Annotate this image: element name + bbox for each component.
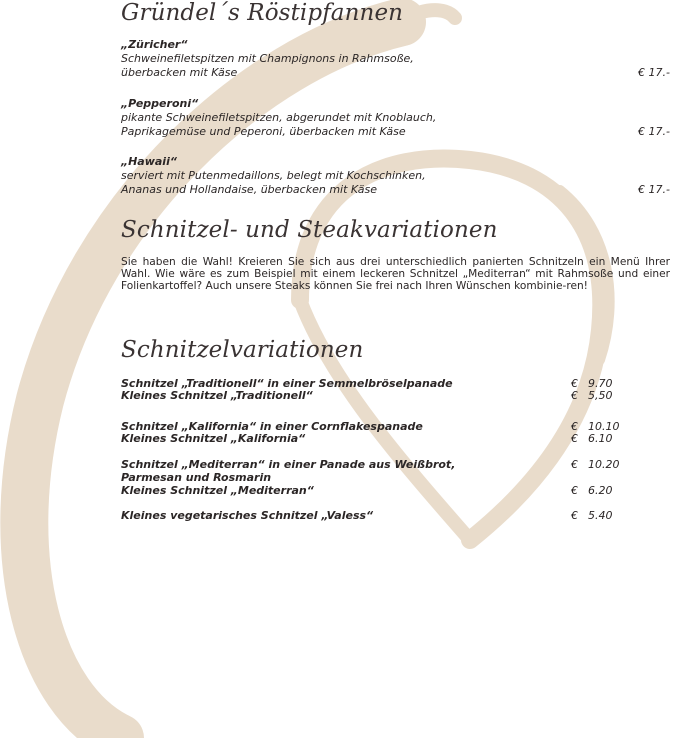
menu-item-price bbox=[571, 459, 620, 471]
dish-description: serviert mit Putenmedaillons, belegt mit Kochschinken, bbox=[121, 169, 426, 182]
currency-symbol: € bbox=[571, 389, 578, 402]
currency-symbol: € bbox=[571, 484, 578, 497]
dish-description: überbacken mit Käse bbox=[121, 66, 238, 79]
price-value: 10.10 bbox=[588, 420, 620, 433]
menu-item-text: Schnitzel „Kalifornia“ in einer Cornflakespanade bbox=[121, 420, 423, 433]
price-value: 10.20 bbox=[588, 458, 620, 471]
section-title-roestipfannen: Gründel´s Röstipfannen bbox=[121, 0, 404, 26]
dish-price: € 17.- bbox=[638, 125, 670, 138]
price-value: 9.70 bbox=[588, 377, 613, 390]
intro-paragraph: Sie haben die Wahl! Kreieren Sie sich aus drei unterschiedlich panierten Schnitzeln ein Menü Ihrer Wahl. Wie wäre es zum Beispiel mit einem leckeren Schnitzel „Mediterran“ mit Rahmsoße und einer Folienkartoffel? Auch unsere Steaks können Sie frei nach Ihren Wünschen kombinie-ren! bbox=[121, 256, 670, 292]
price-value: 6.20 bbox=[588, 484, 613, 497]
menu-item-text: Kleines Schnitzel „Mediterran“ bbox=[121, 484, 314, 497]
menu-item-price bbox=[571, 485, 613, 497]
menu-item-text: Schnitzel „Mediterran“ in einer Panade aus Weißbrot, bbox=[121, 458, 456, 471]
dish-price: € 17.- bbox=[638, 66, 670, 79]
dish-name: „Züricher“ bbox=[121, 38, 188, 51]
menu-item-price bbox=[571, 510, 613, 522]
dish-pepperoni bbox=[121, 97, 436, 139]
dish-zuericher bbox=[121, 38, 414, 80]
currency-symbol: € bbox=[571, 420, 578, 433]
menu-item-text: Parmesan und Rosmarin bbox=[121, 471, 272, 484]
currency-symbol: € bbox=[571, 377, 578, 390]
dish-description: Schweinefiletspitzen mit Champignons in Rahmsoße, bbox=[121, 52, 414, 65]
menu-item-text: Kleines vegetarisches Schnitzel „Valess“ bbox=[121, 509, 374, 522]
dish-name: „Hawaii“ bbox=[121, 155, 177, 168]
section-title-schnitzel-steak: Schnitzel- und Steakvariationen bbox=[121, 217, 498, 243]
dish-description: Paprikagemüse und Peperoni, überbacken mit Käse bbox=[121, 125, 406, 138]
price-value: 5,50 bbox=[588, 389, 613, 402]
menu-item-price bbox=[571, 390, 613, 402]
currency-symbol: € bbox=[571, 458, 578, 471]
price-value: 6.10 bbox=[588, 432, 613, 445]
menu-item-price bbox=[571, 433, 613, 445]
dish-description: pikante Schweinefiletspitzen, abgerundet mit Knoblauch, bbox=[121, 111, 437, 124]
dish-name: „Pepperoni“ bbox=[121, 97, 199, 110]
dish-hawaii bbox=[121, 155, 426, 197]
menu-item-text: Kleines Schnitzel „Traditionell“ bbox=[121, 389, 313, 402]
menu-item-text: Kleines Schnitzel „Kalifornia“ bbox=[121, 432, 306, 445]
dish-description: Ananas und Hollandaise, überbacken mit Käse bbox=[121, 183, 377, 196]
currency-symbol: € bbox=[571, 509, 578, 522]
menu-item-text: Schnitzel „Traditionell“ in einer Semmelbröselpanade bbox=[121, 377, 453, 390]
section-title-schnitzelvariationen: Schnitzelvariationen bbox=[121, 337, 364, 363]
currency-symbol: € bbox=[571, 432, 578, 445]
price-value: 5.40 bbox=[588, 509, 613, 522]
dish-price: € 17.- bbox=[638, 183, 670, 196]
